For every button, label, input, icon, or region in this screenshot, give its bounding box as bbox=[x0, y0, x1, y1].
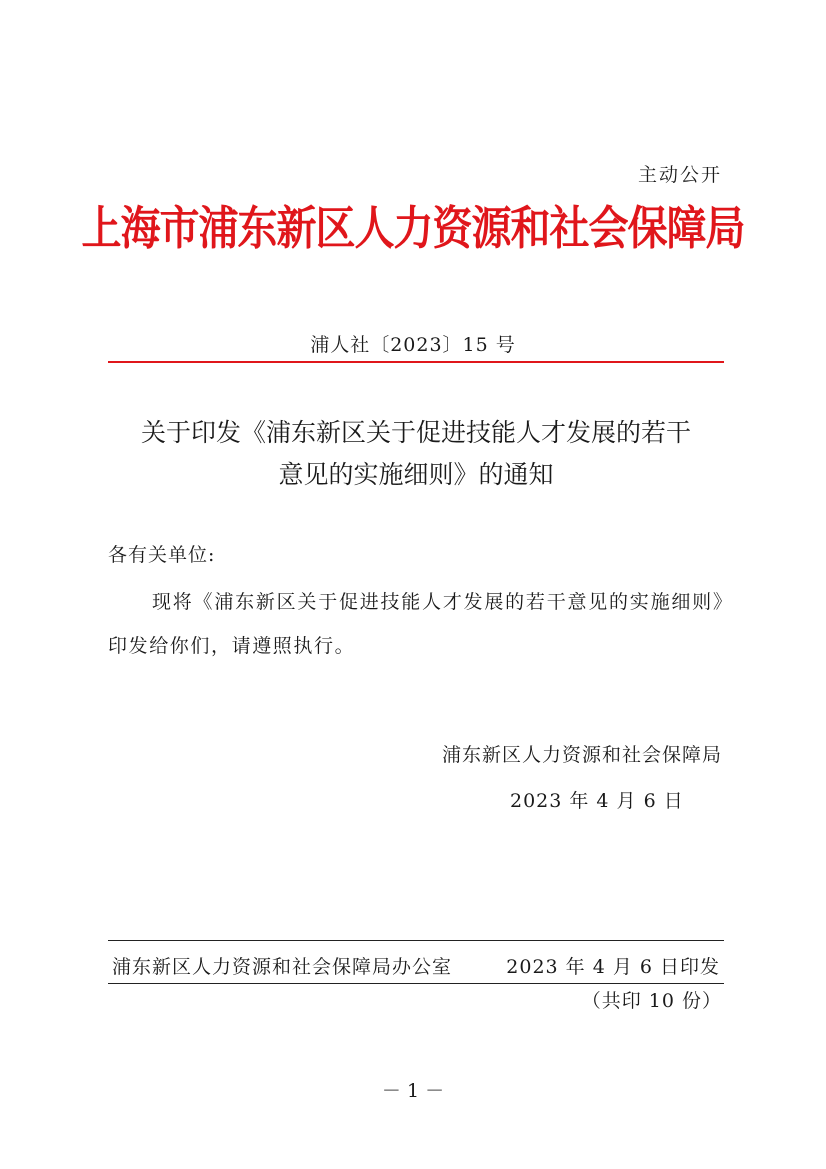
document-number: 浦人社〔2023〕15 号 bbox=[310, 334, 516, 356]
document-title bbox=[108, 412, 724, 496]
footer-top-rule bbox=[108, 940, 724, 941]
issuing-office: 浦东新区人力资源和社会保障局办公室 bbox=[112, 956, 453, 978]
page-number: － 1 － bbox=[381, 1080, 445, 1102]
red-divider bbox=[108, 361, 724, 363]
disclosure-label: 主动公开 bbox=[637, 164, 722, 186]
document-title-line-2: 意见的实施细则》的通知 bbox=[278, 460, 554, 489]
document-title-line-1: 关于印发《浦东新区关于促进技能人才发展的若干 bbox=[140, 418, 691, 447]
issue-date: 2023 年 4 月 6 日印发 bbox=[506, 956, 720, 978]
footer-bottom-rule bbox=[108, 983, 724, 984]
signature-date: 2023 年 4 月 6 日 bbox=[510, 790, 684, 812]
signer-agency: 浦东新区人力资源和社会保障局 bbox=[441, 744, 722, 766]
body-paragraph: 现将《浦东新区关于促进技能人才发展的若干意见的实施细则》印发给你们，请遵照执行。 bbox=[108, 591, 724, 657]
salutation: 各有关单位: bbox=[108, 544, 216, 566]
copy-count: （共印 10 份） bbox=[581, 990, 722, 1012]
agency-title: 上海市浦东新区人力资源和社会保障局 bbox=[81, 201, 745, 256]
